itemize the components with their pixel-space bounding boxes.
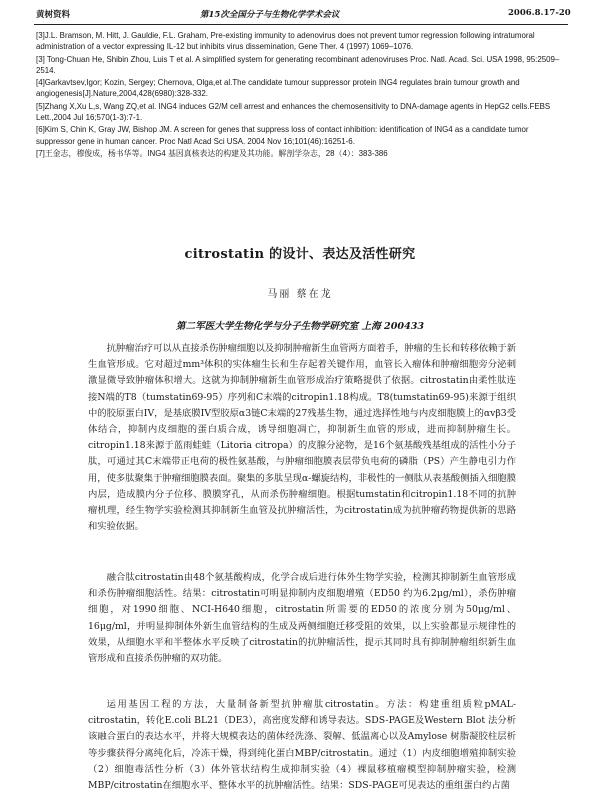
body-paragraph-1 [88, 341, 516, 535]
paragraph-text: 融合肽citrostatin由48个氨基酸构成，化学合成后进行体外生物学实验，检测其抑制新生血管形成和杀伤肿瘤细胞活性。结果：citrostatin可明显抑制内皮细胞增殖（ED50 约为6.2μg/ml），杀伤肿瘤细胞，对1990细胞、NCI-H640细胞，citrostatin所需要的ED50的浓度分别为50μg/ml、16μg/ml，并明显抑制体外新生血管结构的生成及两侧细胞迁移受阻的效果，以上实验都显示规律性的效果，从细胞水平和半整体水平反映了citrostatin的抗肿瘤活性，提示其同时具有抑制肿瘤组织新生血管形成和直接杀伤肿瘤的双功能。 [88, 572, 516, 665]
reference-item: [7]王金志，穆俊成，杨书华等。ING4 基因真核表达的构建及其功能。解剖学杂志，28（4）：383-386 [36, 148, 388, 158]
reference-list [36, 30, 566, 160]
paragraph-text: 抗肿瘤治疗可以从直接杀伤肿瘤细胞以及抑制肿瘤新生血管两方面着手，肿瘤的生长和转移依赖于新生血管形成。它对超过mm³体积的实体瘤生长和生存起着关键作用，血管长入瘤体和肿瘤细胞旁分泌刺激显微导致肿瘤体积增大。这就为抑制肿瘤新生血管形成治疗策略提供了依据。citrostatin由柔性肽连接N端的T8（tumstatin69-95）序列和C末端的citropin1.18构成。T8(tumstatin69-95)来源于组织中的胶原蛋白IV，是基底膜IV型胶原α3链C末端的27残基生物，通过选择性地与内皮细胞膜上的αvβ3受体结合，抑制内皮细胞的蛋白质合成，诱导细胞凋亡，抑制新生血管的形成，进而抑制肿瘤生长。citropin1.18来源于蓝雨蛙蛙（Litoria citropa）的皮腺分泌物，是16个氨基酸残基组成的活性小分子肽，可通过其C末端带正电荷的极性氨基酸，与肿瘤细胞膜表层带负电荷的磷脂（PS）产生静电引力作用，使多肽聚集于肿瘤细胞膜表面。聚集的多肽呈现α-螺旋结构，非极性的一侧肽从表基酸侧插入细胞膜内层，造成膜内分子位移、膜膜穿孔，从而杀伤肿瘤细胞。根据tumstatin和citropin1.18不同的抗肿瘤机理，经生物学实验检测其抑制新生血管及抗肿瘤活性，为citrostatin成为抗肿瘤药物提供新的思路和实验依据。 [88, 343, 517, 533]
running-header-journal: 黄树资料 [36, 10, 71, 20]
reference-item: [3] Tong-Chuan He, Shibin Zhou, Luis T et al. A simplified system for generating recombinant adenoviruses Proc. Natl. Acad. Sci. USA 1998, 95:2509–2514. [36, 54, 560, 75]
body-paragraph-2 [88, 570, 516, 667]
body-paragraph-3 [88, 697, 516, 794]
running-header-date: 2006.8.17-20 [508, 8, 571, 18]
article-authors: 马丽 蔡在龙 [267, 289, 333, 300]
header-divider [34, 24, 568, 25]
article-title: citrostatin 的设计、表达及活性研究 [184, 247, 416, 262]
running-header-conference: 第15次全国分子与生物化学学术会议 [200, 10, 340, 20]
reference-item: [3]J.L. Bramson, M. Hitt, J. Gauldie, F.L. Graham, Pre-existing immunity to adenovirus does not prevent tumor regression following intratumoral administration of a vector expressing IL-12 but inhibits virus dissemination, Gene Ther. 4 (1997) 1069–1076. [36, 31, 535, 52]
article-affiliation: 第二军医大学生物化学与分子生物学研究室 上海 200433 [175, 321, 425, 332]
reference-item: [6]Kim S, Chin K, Gray JW, Bishop JM. A screen for genes that suppress loss of contact inhibition: identification of ING4 as a candidate tumor suppressor gene in human cancer. Proc Natl Acad Sci USA. 2004 Nov 16;101(46):16251-6. [36, 125, 529, 146]
paragraph-text: 运用基因工程的方法，大量制备新型抗肿瘤肽citrostatin。方法：构建重组质粒pMAL-citrostatin，转化E.coli BL21（DE3），高密度发酵和诱导表达。SDS-PAGE及Western Blot 法分析该融合蛋白的表达水平，并将大规模表达的菌体经洗涤、裂解、低温离心以及Amylose 树脂凝胶柱层析等步骤获得分离纯化后，冷冻干燥，得到纯化蛋白MBP/citrostatin。通过（1）内皮细胞增殖抑制实验（2）细胞毒活性分析（3）体外管状结构生成抑制实验（4）裸鼠移植瘤模型抑制肿瘤实验，检测MBP/citrostatin在细胞水平、整体水平的抗肿瘤活性。结果：SDS-PAGE可见表达的重组蛋白约占菌 [88, 699, 516, 792]
reference-item: [4]Garkavtsev,Igor; Kozin, Sergey; Chernova, Olga,et al.The candidate tumour suppressor protein ING4 regulates brain tumour growth and angiogenesis[J].Nature,2004,428(6980):328-332. [36, 78, 520, 99]
reference-item: [5]Zhang X,Xu L,s, Wang ZQ,et al. ING4 induces G2/M cell arrest and enhances the chemosensitivity to DNA-damage agents in HepG2 cells.FEBS Lett.,2004 Jul 16;570(1-3):7-1. [36, 101, 551, 123]
